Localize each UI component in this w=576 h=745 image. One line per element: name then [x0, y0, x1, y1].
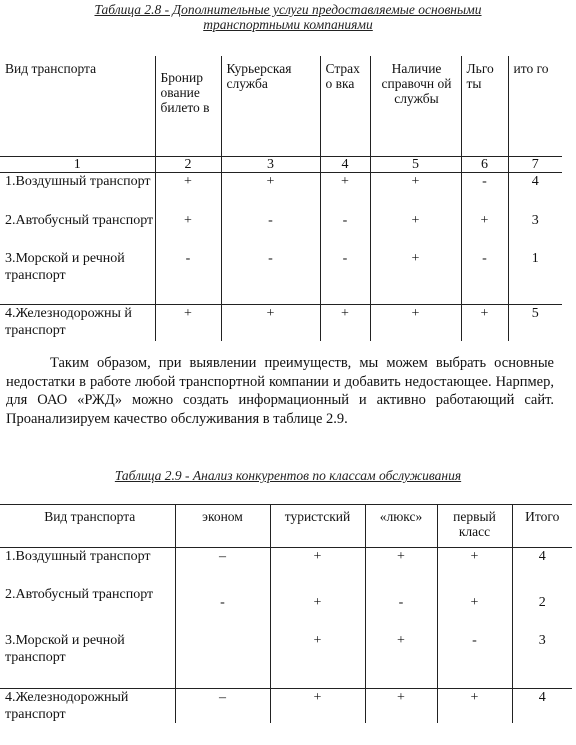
data-cell: 5 [508, 305, 562, 342]
header-cell: Страх о вка [320, 56, 370, 157]
data-cell: + [270, 586, 365, 632]
data-cell: - [175, 586, 270, 632]
data-cell: - [437, 632, 512, 689]
data-cell: + [270, 689, 365, 724]
data-cell: 4 [512, 689, 572, 724]
data-cell: + [370, 250, 461, 305]
row-name-cell: 1.Воздушный транспорт [5, 549, 151, 564]
header-cell: Вид транспорта [0, 505, 175, 548]
data-cell: + [437, 586, 512, 632]
data-cell: + [370, 305, 461, 342]
data-cell: + [320, 173, 370, 213]
data-cell: + [155, 305, 221, 342]
data-cell: 3 [508, 212, 562, 250]
data-cell: + [221, 173, 320, 213]
data-cell: - [221, 212, 320, 250]
table-header-row [0, 505, 572, 548]
data-cell: + [461, 212, 508, 250]
header-cell: эконом [175, 505, 270, 548]
data-cell: - [155, 250, 221, 305]
data-cell: 4 [512, 548, 572, 587]
row-name-cell: 3.Морской и речной транспорт [0, 632, 175, 689]
row-name-cell: 3.Морской и речной транспорт [0, 250, 155, 305]
column-number-row [0, 157, 562, 173]
data-cell: + [370, 173, 461, 213]
table-row [0, 689, 572, 724]
data-cell: 2 [512, 586, 572, 632]
number-cell: 3 [221, 157, 320, 173]
body-paragraph: Таким образом, при выявлении преимуществ, мы можем выбрать основные недостатки в работе любой транспортной компании и добавить недостающее. Нарпмер, для ОАО «РЖД» можно создать информационный и активно работающий сайт. Проанализируем качество обслуживания в таблице 2.9. [6, 355, 554, 427]
header-cell: первый класс [437, 505, 512, 548]
data-cell: + [221, 305, 320, 342]
table-row [0, 305, 562, 342]
data-cell: + [155, 173, 221, 213]
row-name-cell: 2.Автобусный транспорт [5, 213, 154, 228]
data-cell: 3 [512, 632, 572, 689]
number-cell: 5 [370, 157, 461, 173]
data-cell: + [370, 212, 461, 250]
data-cell: + [461, 305, 508, 342]
number-cell: 1 [0, 157, 155, 173]
table-row [0, 250, 562, 305]
row-name-cell: 1.Воздушный транспорт [5, 174, 151, 189]
data-cell: + [320, 305, 370, 342]
header-cell: туристский [270, 505, 365, 548]
data-cell: 1 [508, 250, 562, 305]
data-cell: + [270, 632, 365, 689]
row-name-cell: 4.Железнодорожный транспорт [5, 690, 129, 722]
table-row [0, 173, 562, 213]
table-2-8 [0, 56, 562, 341]
number-cell: 6 [461, 157, 508, 173]
number-cell: 7 [508, 157, 562, 173]
header-cell: Курьерская служба [221, 56, 320, 157]
number-cell: 2 [155, 157, 221, 173]
data-cell: - [320, 212, 370, 250]
row-name-cell: 2.Автобусный транспорт [5, 587, 154, 602]
header-cell: «люкс» [365, 505, 437, 548]
header-cell: Бронир ование билето в [155, 56, 221, 157]
data-cell: - [365, 586, 437, 632]
data-cell: – [175, 548, 270, 587]
header-cell: Итого [512, 505, 572, 548]
table-row [0, 548, 572, 587]
data-cell: + [365, 689, 437, 724]
data-cell: - [320, 250, 370, 305]
table-2-9 [0, 504, 572, 723]
table-2-9-caption: Таблица 2.9 - Анализ конкурентов по классам обслуживания [114, 468, 462, 483]
data-cell [175, 632, 270, 689]
data-cell: 4 [508, 173, 562, 213]
header-cell: ито го [508, 56, 562, 157]
data-cell: + [365, 632, 437, 689]
data-cell: - [461, 173, 508, 213]
table-2-8-caption [0, 2, 576, 32]
data-cell: – [175, 689, 270, 724]
table-row [0, 586, 572, 632]
data-cell: - [461, 250, 508, 305]
caption-line-1: Таблица 2.8 - Дополнительные услуги предоставляемые основными [94, 2, 482, 17]
table-row [0, 632, 572, 689]
data-cell: + [365, 548, 437, 587]
data-cell: + [437, 689, 512, 724]
data-cell: + [270, 548, 365, 587]
header-cell: Наличие справочн ой службы [370, 56, 461, 157]
table-header-row [0, 56, 562, 157]
caption-line-2: транспортными компаниями [203, 17, 373, 32]
data-cell: + [155, 212, 221, 250]
data-cell: - [221, 250, 320, 305]
row-name-cell: 4.Железнодорожны й транспорт [5, 306, 132, 338]
number-cell: 4 [320, 157, 370, 173]
header-cell: Вид транспорта [5, 61, 97, 76]
table-row [0, 212, 562, 250]
data-cell: + [437, 548, 512, 587]
header-cell: Льго ты [461, 56, 508, 157]
